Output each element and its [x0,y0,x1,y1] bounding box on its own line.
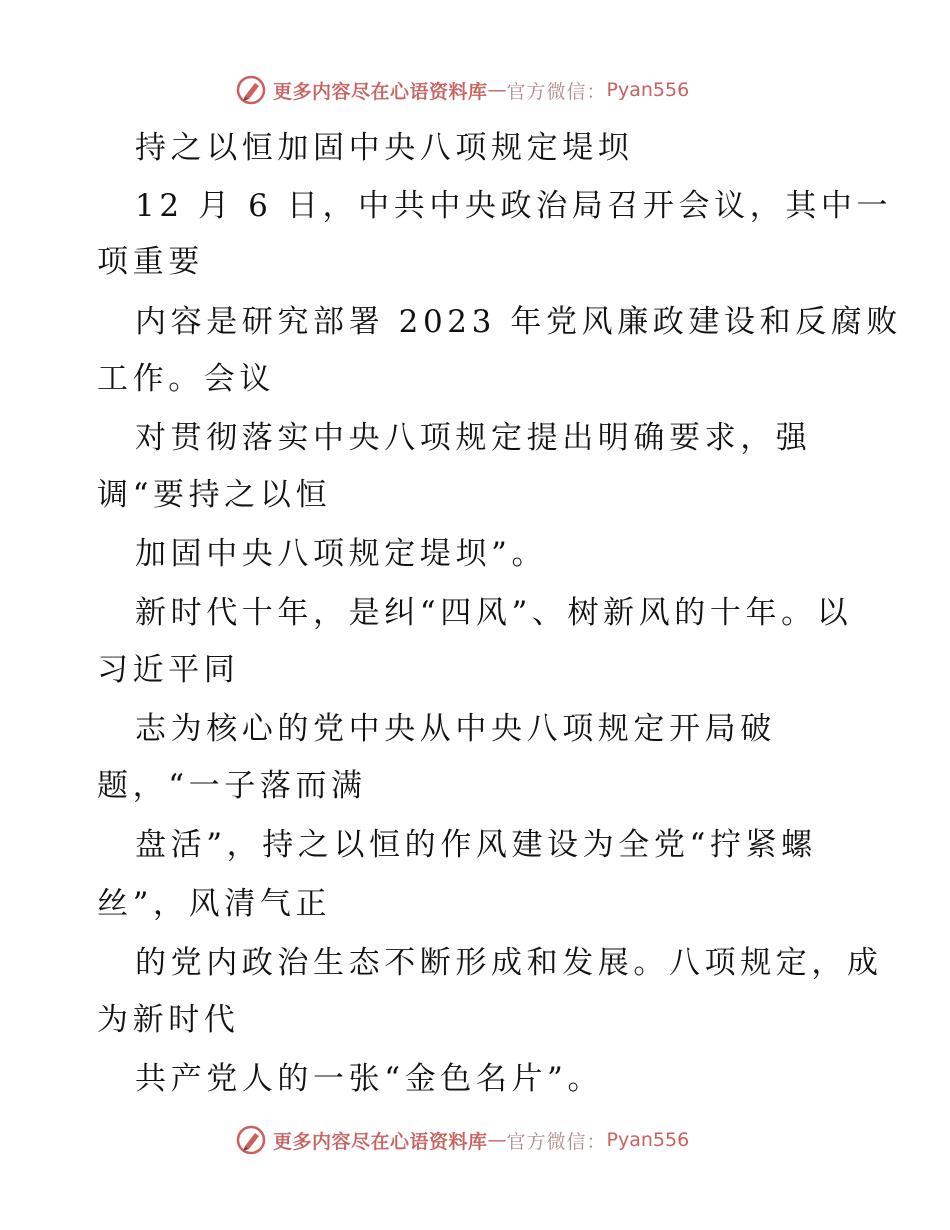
watermark-separator: — [487,1129,507,1151]
header-watermark [235,74,689,106]
paragraph-line: 新时代十年，是纠“四风”、树新风的十年。以 [135,595,853,631]
paragraph-line: 共产党人的一张“金色名片”。 [135,1061,604,1097]
pen-logo-icon [235,74,267,106]
paragraph-line: 对贯彻落实中央八项规定提出明确要求，强 [135,420,812,456]
paragraph-line: 志为核心的党中央从中央八项规定开局破 [135,711,776,747]
paragraph-line: 习近平同 [97,652,240,688]
paragraph-line: 为新时代 [97,1002,240,1038]
watermark-official-label: 官方微信： [506,80,607,103]
paragraph-line: 工作。会议 [97,361,275,397]
paragraph-line: 调“要持之以恒 [97,477,332,513]
watermark-official-label: 官方微信： [506,1130,607,1153]
document-title: 持之以恒加固中央八项规定堤坝 [135,130,634,166]
paragraph-line: 题，“一子落而满 [97,768,367,804]
paragraph-line: 的党内政治生态不断形成和发展。八项规定，成 [135,945,883,981]
watermark-separator: — [487,79,507,101]
paragraph-line: 盘活”，持之以恒的作风建设为全党“拧紧螺 [135,827,817,863]
footer-watermark [235,1124,689,1156]
pen-logo-icon [235,1124,267,1156]
paragraph-line: 丝”，风清气正 [97,886,332,922]
watermark-account: Pyan556 [606,1129,690,1151]
paragraph-line: 加固中央八项规定堤坝”。 [135,536,548,572]
paragraph-line: 12 月 6 日，中共中央政治局召开会议，其中一 [135,188,893,224]
paragraph-line: 内容是研究部署 2023 年党风廉政建设和反腐败 [135,304,902,340]
watermark-text: 更多内容尽在心语资料库 [273,80,488,103]
watermark-account: Pyan556 [606,79,690,101]
paragraph-line: 项重要 [97,244,204,280]
watermark-text: 更多内容尽在心语资料库 [273,1130,488,1153]
